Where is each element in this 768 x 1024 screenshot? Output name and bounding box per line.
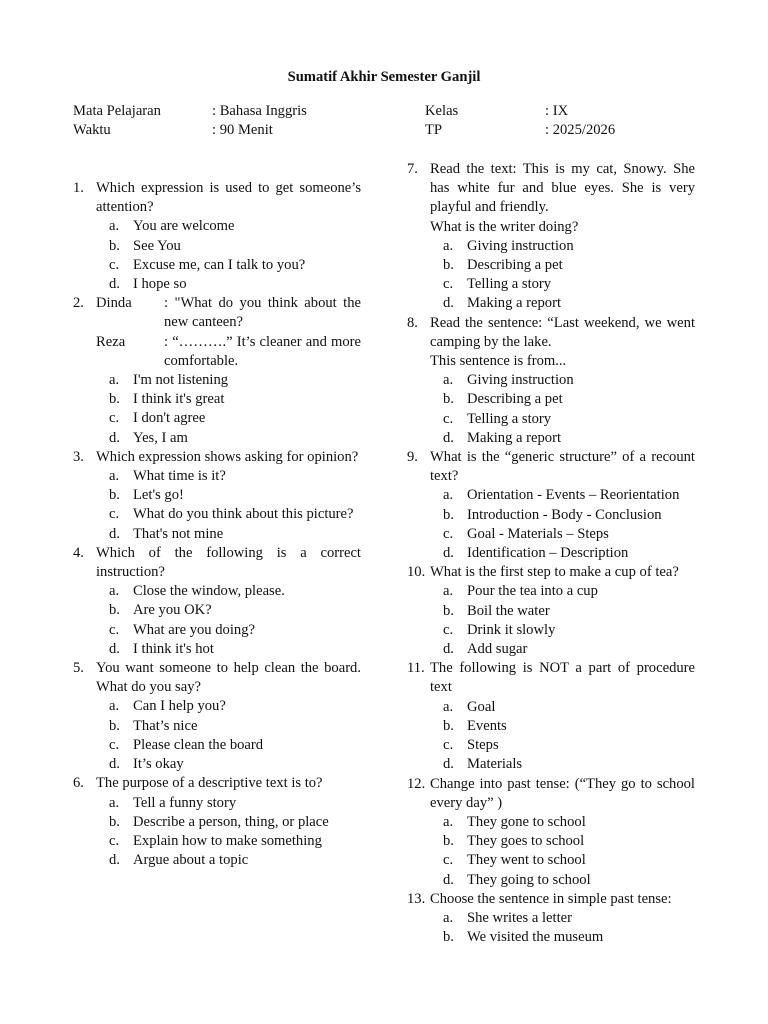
option-text: What are you doing? bbox=[133, 621, 255, 638]
option-text: Orientation - Events – Reorientation bbox=[467, 487, 680, 504]
question-body bbox=[430, 890, 695, 948]
option-letter: c. bbox=[109, 832, 120, 849]
option-text: What time is it? bbox=[133, 468, 226, 485]
option-letter: d. bbox=[443, 545, 454, 562]
answer-option bbox=[96, 505, 361, 524]
answer-option bbox=[96, 813, 361, 832]
option-letter: b. bbox=[443, 257, 454, 274]
question-text: Change into past tense: (“They go to school every day” ) bbox=[430, 775, 695, 811]
option-text: Steps bbox=[467, 737, 499, 754]
option-text: That's not mine bbox=[133, 525, 224, 542]
option-text: Let's go! bbox=[133, 487, 184, 504]
answer-option bbox=[430, 621, 695, 640]
question-number: 1. bbox=[73, 180, 84, 196]
question-text: Which expression shows asking for opinion? bbox=[96, 448, 359, 465]
option-letter: b. bbox=[109, 487, 120, 504]
answer-option bbox=[430, 871, 695, 890]
option-letter: c. bbox=[443, 621, 454, 638]
option-text: Events bbox=[467, 717, 507, 734]
option-text: You are welcome bbox=[133, 218, 235, 235]
answer-option bbox=[96, 217, 361, 236]
answer-option bbox=[96, 467, 361, 486]
option-text: Are you OK? bbox=[133, 602, 212, 619]
answer-option bbox=[96, 371, 361, 390]
option-text: We visited the museum bbox=[467, 929, 604, 946]
option-text: Explain how to make something bbox=[133, 832, 322, 849]
option-text: Making a report bbox=[467, 295, 562, 312]
option-letter: a. bbox=[109, 794, 120, 811]
question-number: 5. bbox=[73, 660, 84, 677]
question-item bbox=[407, 659, 695, 774]
answer-option bbox=[96, 275, 361, 294]
year-value: : 2025/2026 bbox=[545, 122, 616, 139]
question-body bbox=[96, 774, 361, 870]
option-letter: a. bbox=[443, 909, 454, 926]
question-body bbox=[96, 294, 361, 448]
option-letter: d. bbox=[443, 295, 454, 312]
answer-option bbox=[430, 544, 695, 563]
option-letter: b. bbox=[109, 717, 120, 734]
answer-option bbox=[430, 294, 695, 313]
option-letter: c. bbox=[109, 621, 120, 638]
option-text: What do you think about this picture? bbox=[133, 506, 354, 523]
answer-option bbox=[430, 486, 695, 505]
option-letter: a. bbox=[443, 237, 454, 254]
answer-option bbox=[430, 275, 695, 294]
subject-value: : Bahasa Inggris bbox=[212, 103, 307, 119]
answer-option bbox=[96, 717, 361, 736]
option-letter: a. bbox=[109, 372, 120, 389]
option-letter: d. bbox=[109, 525, 120, 542]
option-letter: a. bbox=[109, 468, 120, 485]
question-text: Choose the sentence in simple past tense: bbox=[430, 890, 672, 907]
option-text: Add sugar bbox=[467, 641, 528, 658]
question-text: You want someone to help clean the board. What do you say? bbox=[96, 660, 361, 696]
option-letter: a. bbox=[443, 698, 454, 715]
answer-option bbox=[430, 256, 695, 275]
option-text: They gone to school bbox=[467, 813, 586, 830]
option-letter: a. bbox=[443, 487, 454, 504]
answer-option bbox=[430, 410, 695, 429]
option-letter: b. bbox=[443, 506, 454, 523]
option-text: See You bbox=[133, 237, 181, 254]
question-body bbox=[430, 314, 695, 448]
answer-option bbox=[430, 640, 695, 659]
header-row-class bbox=[425, 102, 615, 121]
question-number: 13. bbox=[407, 890, 426, 907]
answer-option bbox=[430, 736, 695, 755]
option-text: I hope so bbox=[133, 276, 187, 293]
question-body bbox=[430, 160, 695, 314]
question-number: 11. bbox=[407, 660, 425, 677]
header-row-time bbox=[73, 121, 307, 140]
question-text: The purpose of a descriptive text is to? bbox=[96, 775, 323, 792]
option-letter: c. bbox=[443, 737, 454, 754]
answer-option bbox=[96, 755, 361, 774]
answer-option bbox=[96, 640, 361, 659]
question-number: 8. bbox=[407, 314, 418, 331]
option-letter: c. bbox=[443, 525, 454, 542]
answer-option bbox=[430, 717, 695, 736]
option-text: Drink it slowly bbox=[467, 621, 556, 638]
answer-option bbox=[430, 851, 695, 870]
option-letter: b. bbox=[109, 602, 120, 619]
option-letter: d. bbox=[109, 640, 120, 657]
question-text: The following is NOT a part of procedure text bbox=[430, 660, 695, 696]
option-text: She writes a letter bbox=[467, 909, 572, 926]
option-letter: a. bbox=[443, 583, 454, 600]
question-item bbox=[73, 294, 361, 448]
answer-option bbox=[430, 429, 695, 448]
option-letter: d. bbox=[109, 756, 120, 773]
question-column-right bbox=[407, 160, 695, 947]
option-letter: a. bbox=[109, 698, 120, 715]
dialogue-line bbox=[96, 294, 361, 332]
answer-option bbox=[96, 736, 361, 755]
option-text: Argue about a topic bbox=[133, 852, 249, 869]
option-letter: b. bbox=[443, 929, 454, 946]
answer-option bbox=[96, 237, 361, 256]
dialogue-text: : “……….” It’s cleaner and more comfortable. bbox=[164, 333, 361, 369]
question-number: 3. bbox=[73, 448, 84, 465]
option-text: I don't agree bbox=[133, 410, 206, 427]
option-text: Please clean the board bbox=[133, 736, 264, 753]
answer-option bbox=[96, 256, 361, 275]
option-text: Materials bbox=[467, 756, 523, 773]
question-text: Read the text: This is my cat, Snowy. She has white fur and blue eyes. She is very playful and friendly. bbox=[430, 161, 695, 216]
option-letter: a. bbox=[443, 372, 454, 389]
question-number: 7. bbox=[407, 161, 418, 177]
option-text: I'm not listening bbox=[133, 372, 229, 389]
header-right bbox=[425, 102, 615, 140]
question-text: Which expression is used to get someone’s attention? bbox=[96, 180, 361, 216]
question-item bbox=[73, 544, 361, 659]
question-body bbox=[430, 563, 695, 659]
answer-option bbox=[96, 832, 361, 851]
option-text: I think it's hot bbox=[133, 640, 214, 657]
question-body bbox=[430, 775, 695, 890]
option-letter: c. bbox=[443, 276, 454, 293]
answer-option bbox=[96, 525, 361, 544]
question-body bbox=[96, 448, 361, 544]
option-letter: a. bbox=[443, 813, 454, 830]
option-text: Boil the water bbox=[467, 602, 550, 619]
header-row-subject bbox=[73, 102, 307, 121]
answer-option bbox=[430, 813, 695, 832]
option-letter: b. bbox=[443, 833, 454, 850]
option-text: Yes, I am bbox=[133, 429, 188, 446]
option-text: Telling a story bbox=[467, 276, 552, 293]
question-number: 4. bbox=[73, 544, 84, 561]
class-value: : IX bbox=[545, 103, 569, 119]
answer-option bbox=[430, 755, 695, 774]
option-letter: b. bbox=[443, 391, 454, 408]
question-item bbox=[407, 160, 695, 314]
answer-option bbox=[430, 371, 695, 390]
dialogue-text: : "What do you think about the new canteen? bbox=[164, 295, 361, 331]
question-body bbox=[430, 659, 695, 774]
question-prompt: What is the writer doing? bbox=[430, 218, 579, 235]
answer-option bbox=[96, 697, 361, 716]
option-letter: a. bbox=[109, 583, 120, 600]
subject-label: Mata Pelajaran bbox=[73, 103, 161, 119]
option-letter: b. bbox=[109, 813, 120, 830]
question-item bbox=[73, 179, 361, 294]
answer-option bbox=[430, 506, 695, 525]
option-text: It’s okay bbox=[133, 756, 184, 773]
option-letter: b. bbox=[443, 602, 454, 619]
dialogue-speaker: Reza bbox=[96, 333, 126, 350]
question-number: 10. bbox=[407, 564, 426, 581]
option-text: Close the window, please. bbox=[133, 583, 285, 600]
question-body bbox=[96, 659, 361, 774]
answer-option bbox=[96, 409, 361, 428]
question-text: What is the first step to make a cup of tea? bbox=[430, 564, 679, 581]
option-letter: c. bbox=[109, 256, 120, 273]
question-number: 9. bbox=[407, 449, 418, 466]
answer-option bbox=[430, 390, 695, 409]
question-number: 12. bbox=[407, 775, 426, 792]
question-prompt: This sentence is from... bbox=[430, 353, 567, 370]
question-text: Read the sentence: “Last weekend, we went camping by the lake. bbox=[430, 314, 695, 350]
question-body bbox=[96, 179, 361, 294]
option-letter: d. bbox=[109, 429, 120, 446]
answer-option bbox=[430, 698, 695, 717]
question-body bbox=[430, 448, 695, 563]
question-item bbox=[73, 659, 361, 774]
question-item bbox=[407, 890, 695, 948]
option-text: Making a report bbox=[467, 429, 562, 446]
option-letter: d. bbox=[109, 852, 120, 869]
option-letter: d. bbox=[443, 641, 454, 658]
answer-option bbox=[430, 602, 695, 621]
option-text: Describe a person, thing, or place bbox=[133, 813, 329, 830]
option-letter: b. bbox=[443, 717, 454, 734]
dialogue-speaker: Dinda bbox=[96, 295, 132, 312]
option-letter: b. bbox=[109, 237, 120, 254]
answer-option bbox=[96, 582, 361, 601]
question-item bbox=[73, 774, 361, 870]
option-text: Giving instruction bbox=[467, 237, 574, 254]
question-number: 2. bbox=[73, 295, 84, 312]
option-text: That’s nice bbox=[133, 717, 198, 734]
answer-option bbox=[430, 525, 695, 544]
question-item bbox=[73, 448, 361, 544]
question-body bbox=[96, 544, 361, 659]
answer-option bbox=[96, 486, 361, 505]
option-letter: d. bbox=[109, 276, 120, 293]
answer-option bbox=[430, 832, 695, 851]
question-item bbox=[407, 563, 695, 659]
option-text: Can I help you? bbox=[133, 698, 226, 715]
question-item bbox=[407, 775, 695, 890]
option-text: Giving instruction bbox=[467, 372, 574, 389]
option-text: Excuse me, can I talk to you? bbox=[133, 256, 306, 273]
option-text: Goal - Materials – Steps bbox=[467, 525, 609, 542]
answer-option bbox=[96, 601, 361, 620]
option-text: Describing a pet bbox=[467, 391, 563, 408]
option-text: They went to school bbox=[467, 852, 586, 869]
time-label: Waktu bbox=[73, 122, 111, 139]
answer-option bbox=[96, 621, 361, 640]
option-text: Goal bbox=[467, 698, 496, 715]
option-text: Describing a pet bbox=[467, 257, 563, 274]
answer-option bbox=[430, 909, 695, 928]
option-letter: b. bbox=[109, 391, 120, 408]
question-number: 6. bbox=[73, 775, 84, 792]
question-text: What is the “generic structure” of a recount text? bbox=[430, 449, 695, 485]
answer-option bbox=[96, 794, 361, 813]
option-letter: c. bbox=[443, 852, 454, 869]
option-letter: a. bbox=[109, 218, 120, 235]
option-text: Identification – Description bbox=[467, 545, 629, 562]
option-text: I think it's great bbox=[133, 391, 225, 408]
question-column-left bbox=[73, 179, 361, 870]
option-text: They goes to school bbox=[467, 833, 585, 850]
answer-option bbox=[96, 429, 361, 448]
answer-option bbox=[430, 582, 695, 601]
option-text: Introduction - Body - Conclusion bbox=[467, 506, 662, 523]
class-label: Kelas bbox=[425, 103, 459, 119]
answer-option bbox=[96, 851, 361, 870]
year-label: TP bbox=[425, 122, 443, 139]
answer-option bbox=[430, 928, 695, 947]
option-text: They going to school bbox=[467, 871, 591, 888]
option-letter: c. bbox=[443, 410, 454, 427]
answer-option bbox=[96, 390, 361, 409]
option-letter: c. bbox=[109, 410, 120, 427]
option-text: Telling a story bbox=[467, 410, 552, 427]
question-item bbox=[407, 314, 695, 448]
page-title: Sumatif Akhir Semester Ganjil bbox=[287, 69, 481, 85]
option-letter: d. bbox=[443, 429, 454, 446]
question-text: Which of the following is a correct instruction? bbox=[96, 544, 361, 581]
option-text: Tell a funny story bbox=[133, 794, 237, 811]
option-letter: d. bbox=[443, 756, 454, 773]
option-letter: d. bbox=[443, 871, 454, 888]
option-letter: c. bbox=[109, 736, 120, 753]
answer-option bbox=[430, 237, 695, 256]
header-left bbox=[73, 102, 307, 140]
header-row-year bbox=[425, 121, 615, 140]
time-value: : 90 Menit bbox=[212, 122, 273, 139]
question-item bbox=[407, 448, 695, 563]
dialogue-line bbox=[96, 333, 361, 371]
option-letter: c. bbox=[109, 506, 120, 523]
option-text: Pour the tea into a cup bbox=[467, 583, 598, 600]
